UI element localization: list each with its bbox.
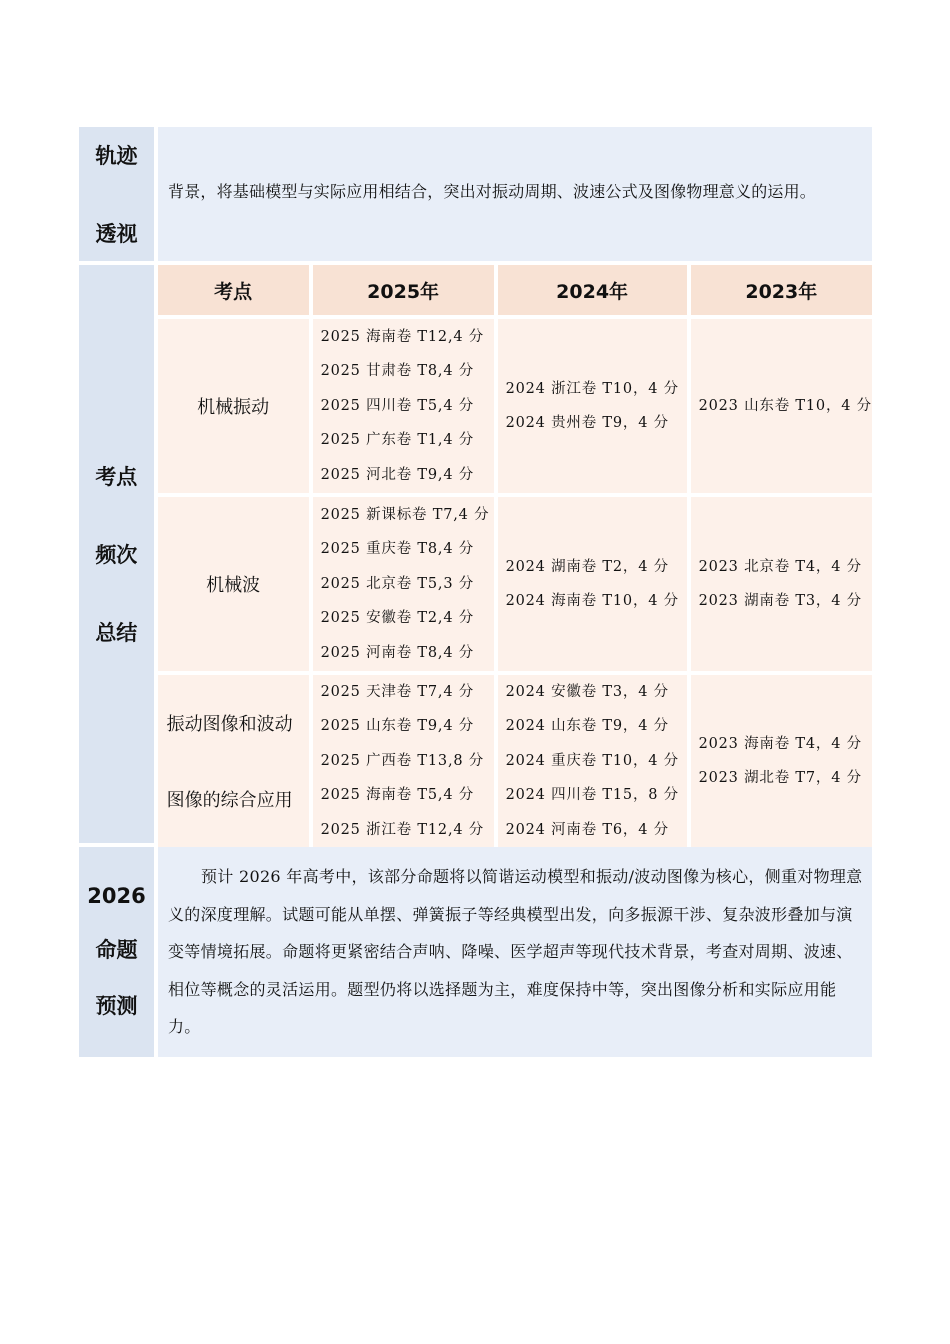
exam-entry: 2025 广东卷 T1,4 分: [320, 432, 475, 449]
prediction-row: [79, 847, 872, 1057]
exam-entry: 2025 重庆卷 T8,4 分: [320, 541, 475, 558]
exam-entry: 2025 天津卷 T7,4 分: [320, 684, 475, 701]
label-line: 考点: [95, 465, 138, 489]
label-line: 轨迹: [95, 144, 138, 168]
cell-2023: [691, 497, 872, 671]
topic-name: 振动图像和波动: [166, 714, 293, 735]
label-line: 命题: [95, 938, 138, 962]
cell-2025: [313, 497, 494, 671]
exam-entry: 2024 河南卷 T6，4 分: [505, 821, 669, 838]
prediction-label: [79, 847, 154, 1057]
exam-entry: 2024 海南卷 T10，4 分: [505, 593, 679, 609]
trajectory-row: [79, 127, 872, 261]
topic-cell: [158, 497, 309, 671]
topic-name: 图像的综合应用: [166, 790, 293, 811]
exam-entry: 2025 山东卷 T9,4 分: [320, 718, 475, 735]
trajectory-text: 背景，将基础模型与实际应用相结合，突出对振动周期、波速公式及图像物理意义的运用。: [158, 127, 872, 261]
header-topic: 考点: [158, 265, 309, 315]
frequency-table: [158, 265, 872, 843]
exam-entry: 2023 湖北卷 T7，4 分: [698, 770, 862, 786]
prediction-text: 预计 2026 年高考中，该部分命题将以简谐运动模型和振动/波动图像为核心，侧重对物理意义的深度理解。试题可能从单摆、弹簧振子等经典模型出发，向多振源干涉、复杂波形叠加与演变等情境拓展。命题将更紧密结合声呐、降噪、医学超声等现代技术背景，考查对周期、波速、相位等概念的灵活运用。题型仍将以选择题为主，难度保持中等，突出图像分析和实际应用能力。: [158, 847, 872, 1057]
cell-2023: [691, 319, 872, 493]
exam-entry: 2025 河南卷 T8,4 分: [320, 644, 475, 661]
cell-2025: [313, 319, 494, 493]
summary-label: [79, 265, 154, 843]
exam-entry: 2025 海南卷 T12,4 分: [320, 329, 485, 346]
header-2025: 2025年: [313, 265, 494, 315]
exam-entry: 2024 山东卷 T9，4 分: [505, 718, 669, 735]
header-2024: 2024年: [498, 265, 687, 315]
trajectory-label: [79, 127, 154, 261]
exam-entry: 2024 重庆卷 T10，4 分: [505, 752, 679, 769]
topic-name: 机械波: [206, 575, 261, 596]
exam-entry: 2025 安徽卷 T2,4 分: [320, 610, 475, 627]
exam-entry: 2025 广西卷 T13,8 分: [320, 752, 485, 769]
header-2023: 2023年: [691, 265, 872, 315]
cell-2024: [498, 675, 687, 847]
label-line: 透视: [95, 222, 138, 246]
topic-name: 机械振动: [197, 397, 270, 418]
exam-entry: 2024 浙江卷 T10，4 分: [505, 380, 679, 397]
exam-entry: 2024 四川卷 T15，8 分: [505, 787, 679, 804]
exam-entry: 2023 海南卷 T4，4 分: [698, 735, 862, 752]
exam-entry: 2025 河北卷 T9,4 分: [320, 466, 475, 483]
cell-2025: [313, 675, 494, 847]
exam-entry: 2025 新课标卷 T7,4 分: [320, 507, 490, 524]
exam-entry: 2025 浙江卷 T12,4 分: [320, 821, 485, 838]
exam-entry: 2023 北京卷 T4，4 分: [698, 558, 862, 575]
exam-entry: 2024 安徽卷 T3，4 分: [505, 684, 669, 701]
cell-2024: [498, 319, 687, 493]
label-line: 总结: [95, 621, 138, 645]
label-line: 2026: [87, 884, 146, 908]
exam-entry: 2025 海南卷 T5,4 分: [320, 787, 475, 804]
topic-cell: [158, 675, 309, 847]
label-line: 预测: [95, 994, 138, 1018]
cell-2023: [691, 675, 872, 847]
summary-row: [79, 265, 872, 843]
exam-entry: 2025 北京卷 T5,3 分: [320, 575, 475, 592]
exam-entry: 2023 山东卷 T10，4 分: [698, 397, 872, 414]
topic-cell: [158, 319, 309, 493]
exam-entry: 2025 四川卷 T5,4 分: [320, 397, 475, 414]
exam-entry: 2025 甘肃卷 T8,4 分: [320, 363, 475, 380]
exam-analysis-table: [79, 127, 872, 1057]
cell-2024: [498, 497, 687, 671]
exam-entry: 2024 贵州卷 T9，4 分: [505, 415, 669, 431]
exam-entry: 2023 湖南卷 T3，4 分: [698, 593, 862, 609]
exam-entry: 2024 湖南卷 T2，4 分: [505, 558, 669, 575]
label-line: 频次: [95, 543, 138, 567]
